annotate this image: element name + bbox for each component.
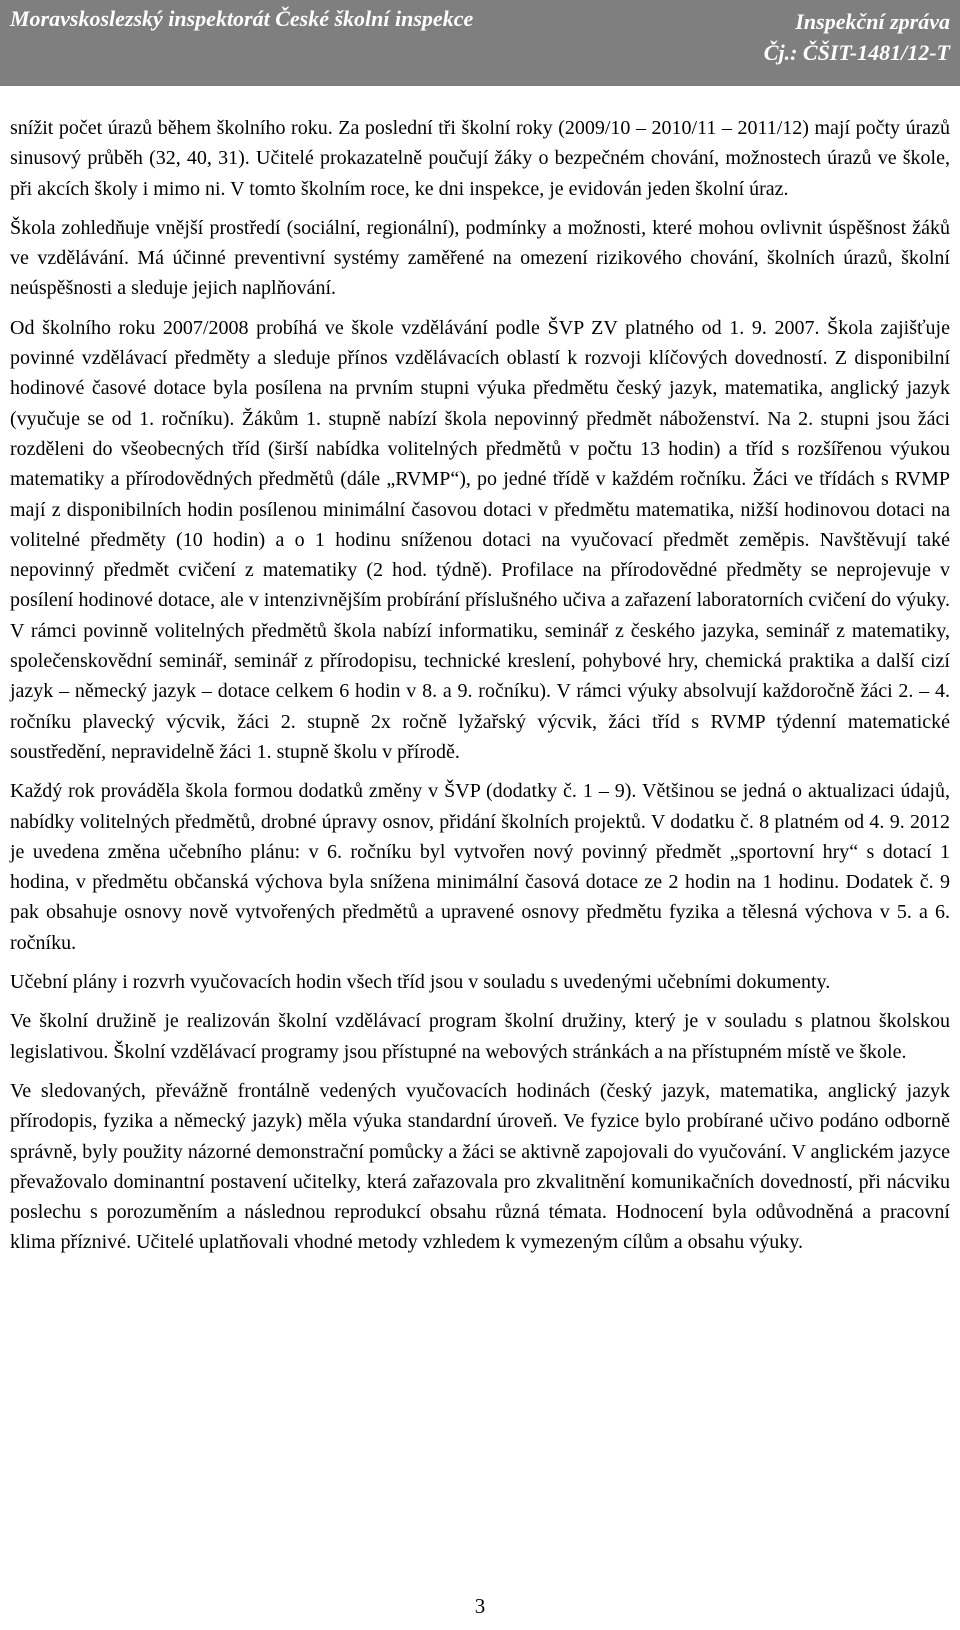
reference-number: Čj.: ČŠIT-1481/12-T <box>763 40 950 65</box>
paragraph-injuries: snížit počet úrazů během školního roku. Za poslední tři školní roky (2009/10 – 2010/11 – 2011/12) mají počty úrazů sinusový průběh (32, 40, 31). Učitelé prokazatelně poučují žáky o bezpečném chování, možnostech úrazů ve škole, při akcích školy i mimo ni. V tomto školním roce, ke dni inspekce, je evidován jeden školní úraz. <box>10 117 950 200</box>
paragraph-after-school-club: Ve školní družině je realizován školní vzdělávací program školní družiny, který je v souladu s platnou školskou legislativou. Školní vzdělávací programy jsou přístupné na webových stránkách a na přístupném místě ve škole. <box>10 1010 950 1063</box>
inspectorate-name: Moravskoslezský inspektorát České školní inspekce <box>10 6 474 31</box>
page-number: 3 <box>474 1594 486 1618</box>
page-header <box>0 0 960 86</box>
document-body <box>10 113 950 1267</box>
paragraph-timetable: Učební plány i rozvrh vyučovacích hodin všech tříd jsou v souladu s uvedenými učebními dokumenty. <box>10 971 831 994</box>
paragraph-amendments: Každý rok prováděla škola formou dodatků změny v ŠVP (dodatky č. 1 – 9). Většinou se jedná o aktualizaci údajů, nabídky volitelných předmětů, drobné úpravy osnov, přidání školních projektů. V dodatku č. 8 platném od 4. 9. 2012 je uvedena změna učebního plánu: v 6. ročníku byl vytvořen nový povinný předmět „sportovní hry“ s dotací 1 hodina, v předmětu občanská výchova byla snížena minimální časová dotace ze 2 hodin na 1 hodinu. Dodatek č. 9 pak obsahuje osnovy nově vytvořených předmětů a upravené osnovy předmětu fyzika a tělesná výchova v 5. a 6. ročníku. <box>10 780 950 954</box>
paragraph-curriculum: Od školního roku 2007/2008 probíhá ve škole vzdělávání podle ŠVP ZV platného od 1. 9. 2007. Škola zajišťuje povinné vzdělávací předměty a sleduje přínos vzdělávacích oblastí k rozvoji klíčových dovedností. Z disponibilní hodinové časové dotace byla posílena na prvním stupni výuka předmětu český jazyk, matematika, anglický jazyk (vyučuje se od 1. ročníku). Žákům 1. stupně nabízí škola nepovinný předmět náboženství. Na 2. stupni jsou žáci rozděleni do všeobecných tříd (širší nabídka volitelných předmětů v počtu 13 hodin) a tříd s rozšířenou výukou matematiky a přírodovědných předmětů (dále „RVMP“), po jedné třídě v každém ročníku. Žáci ve třídách s RVMP mají z disponibilních hodin posílenou minimální časovou dotaci v předmětu matematika, nižší hodinovou dotaci na volitelné předměty (10 hodin) a o 1 hodinu sníženou dotaci na vyučovací předmět zeměpis. Navštěvují také nepovinný předmět cvičení z matematiky (2 hod. týdně). Profilace na přírodovědné předměty se neprojevuje v posílení hodinové dotace, ale v intenzivnějším probírání příslušného učiva a zařazení laboratorních cvičení do výuky. V rámci povinně volitelných předmětů škola nabízí informatiku, seminář z českého jazyka, seminář z matematiky, společenskovědní seminář, seminář z přírodopisu, technické kreslení, pohybové hry, chemická praktika a další cizí jazyk – německý jazyk – dotace celkem 6 hodin v 8. a 9. ročníku). V rámci výuky absolvují každoročně žáci 2. – 4. ročníku plavecký výcvik, žáci 2. stupně 2x ročně lyžařský výcvik, žáci tříd s RVMP týdenní matematické soustředění, nepravidelně žáci 1. stupně školu v přírodě. <box>10 316 950 763</box>
report-heading <box>764 6 950 68</box>
paragraph-lessons: Ve sledovaných, převážně frontálně vedených vyučovacích hodinách (český jazyk, matematika, anglický jazyk přírodopis, fyzika a německý jazyk) měla výuka standardní úroveň. Ve fyzice bylo probírané učivo podáno odborně správně, byly použity názorné demonstrační pomůcky a žáci se aktivně zapojovali do vyučování. V anglickém jazyce převažovalo dominantní postavení učitelky, která zařazovala pro zkvalitnění komunikačních dovedností, při nácviku poslechu s porozuměním a následnou reprodukcí obsahu různá témata. Hodnocení byla odůvodněná a pracovní klima příznivé. Učitelé uplatňovali vhodné metody vzhledem k vymezeným cílům a obsahu výuky. <box>10 1079 950 1254</box>
report-title: Inspekční zpráva <box>795 9 950 34</box>
paragraph-environment: Škola zohledňuje vnější prostředí (sociální, regionální), podmínky a možnosti, které mohou ovlivnit úspěšnost žáků ve vzdělávání. Má účinné preventivní systémy zaměřené na omezení rizikového chování, školních úrazů, školní neúspěšnosti a sleduje jejich naplňování. <box>10 216 950 300</box>
